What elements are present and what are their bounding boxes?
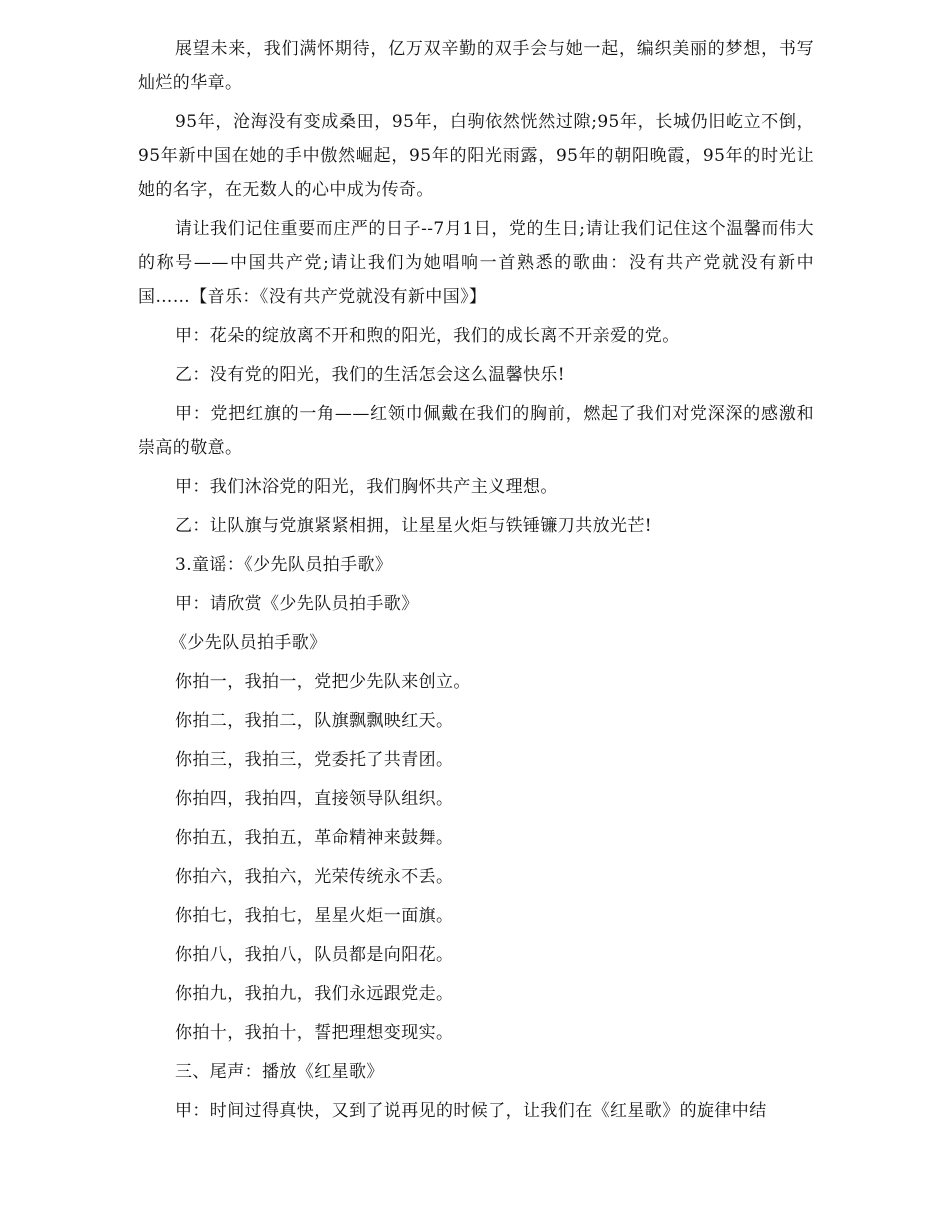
paragraph: 甲：时间过得真快，又到了说再见的时候了，让我们在《红星歌》的旋律中结 — [175, 1101, 767, 1121]
song-line: 你拍一，我拍一，党把少先队来创立。 — [175, 672, 471, 692]
paragraph: 95年，沧海没有变成桑田，95年，白驹依然恍然过隙;95年，长城仍旧屹立不倒，95年新中国在她的手中傲然崛起，95年的阳光雨露，95年的朝阳晚霞，95年的时光让她的名字，在无数人的心中成为传奇。 — [138, 112, 814, 200]
song-line: 你拍三，我拍三，党委托了共青团。 — [175, 750, 454, 770]
song-line: 你拍九，我拍九，我们永远跟党走。 — [175, 984, 454, 1004]
paragraph: 甲：党把红旗的一角——红领巾佩戴在我们的胸前，燃起了我们对党深深的感激和崇高的敬意。 — [138, 404, 814, 458]
song-line: 你拍五，我拍五，革命精神来鼓舞。 — [175, 828, 454, 848]
song-line: 你拍十，我拍十，誓把理想变现实。 — [175, 1023, 454, 1043]
paragraph: 展望未来，我们满怀期待，亿万双辛勤的双手会与她一起，编织美丽的梦想，书写灿烂的华章。 — [138, 39, 814, 93]
paragraph: 乙：没有党的阳光，我们的生活怎会这么温馨快乐! — [175, 365, 566, 385]
song-line: 你拍八，我拍八，队员都是向阳花。 — [175, 945, 454, 965]
song-line: 你拍七，我拍七，星星火炬一面旗。 — [175, 906, 454, 926]
paragraph: 甲：请欣赏《少先队员拍手歌》 — [175, 594, 419, 614]
paragraph: 乙：让队旗与党旗紧紧相拥，让星星火炬与铁锤镰刀共放光芒! — [175, 516, 653, 536]
section-heading: 3.童谣：《少先队员拍手歌》 — [175, 555, 393, 575]
paragraph: 甲：我们沐浴党的阳光，我们胸怀共产主义理想。 — [175, 477, 558, 497]
song-line: 你拍六，我拍六，光荣传统永不丢。 — [175, 867, 454, 887]
song-line: 你拍四，我拍四，直接领导队组织。 — [175, 789, 454, 809]
paragraph: 请让我们记住重要而庄严的日子--7月1日，党的生日;请让我们记住这个温馨而伟大的称号——中国共产党;请让我们为她唱响一首熟悉的歌曲：没有共产党就没有新中国……【音乐：《没有共产党就没有新中国》】 — [138, 219, 814, 307]
song-title: 《少先队员拍手歌》 — [170, 633, 327, 653]
document-body — [138, 32, 814, 1133]
paragraph: 甲：花朵的绽放离不开和煦的阳光，我们的成长离不开亲爱的党。 — [175, 326, 680, 346]
song-line: 你拍二，我拍二，队旗飘飘映红天。 — [175, 711, 454, 731]
section-heading: 三、尾声：播放《红星歌》 — [175, 1062, 384, 1082]
